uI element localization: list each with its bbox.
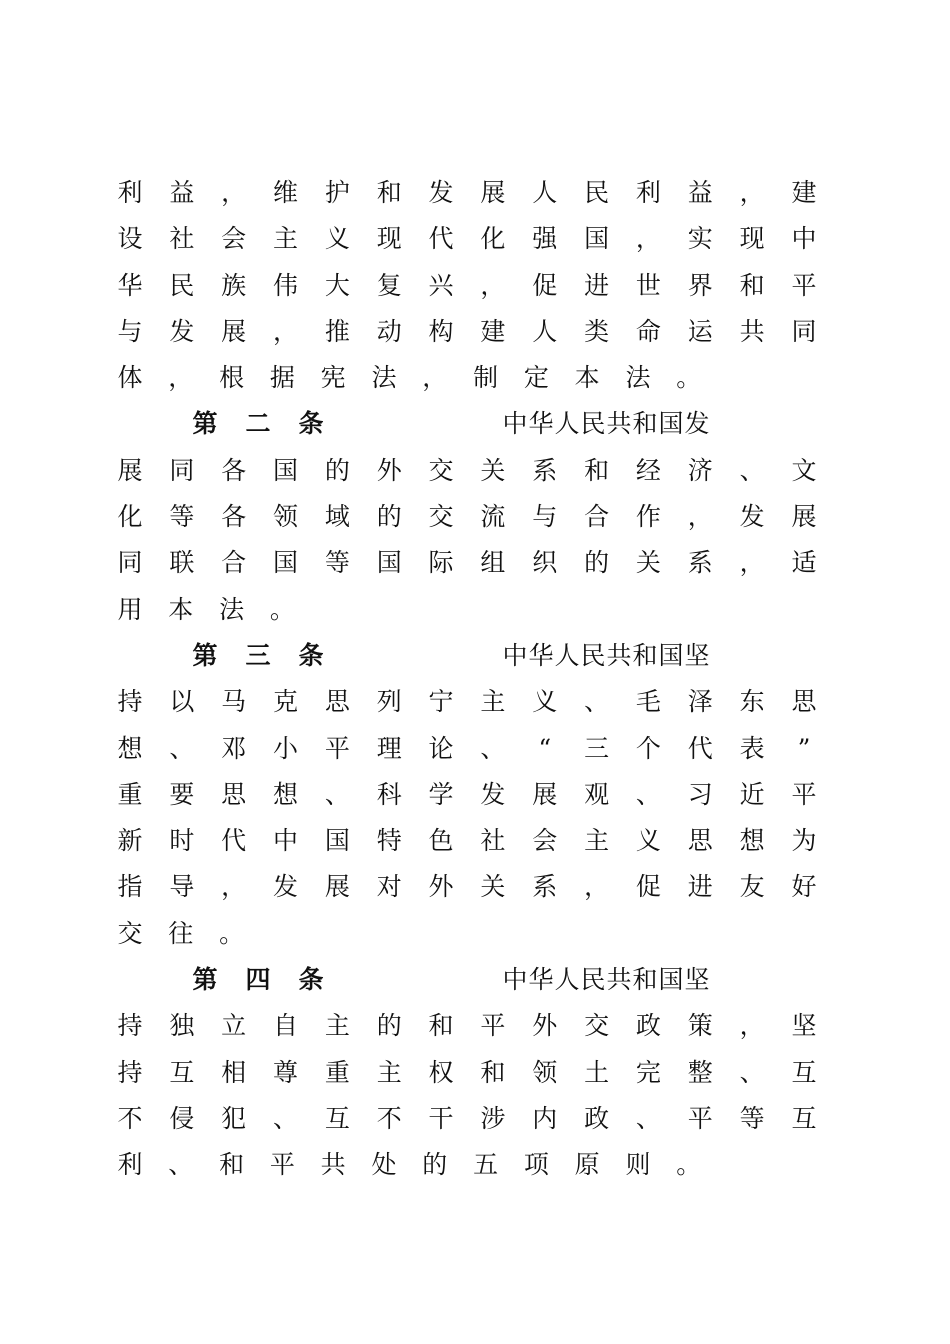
text-line: 用 本 法 。 xyxy=(117,594,295,624)
article-line xyxy=(117,957,817,1003)
article-text: 中华人民共和国发 xyxy=(502,409,710,439)
text-line: 新 时 代 中 国 特 色 社 会 主 义 思 想 为 xyxy=(117,826,817,856)
text-line: 利 益 ， 维 护 和 发 展 人 民 利 益 ， 建 xyxy=(117,178,817,207)
article-number: 第 二 条 xyxy=(192,409,324,439)
text-line: 持 以 马 克 思 列 宁 主 义 、 毛 泽 东 思 xyxy=(117,687,817,717)
text-line: 利 、 和 平 共 处 的 五 项 原 则 。 xyxy=(117,1150,702,1180)
text-line: 交 往 。 xyxy=(117,918,245,948)
text-line: 指 导 ， 发 展 对 外 关 系 ， 促 进 友 好 xyxy=(117,872,817,902)
text-line: 同 联 合 国 等 国 际 组 织 的 关 系 ， 适 xyxy=(117,548,817,578)
law-text-block xyxy=(117,170,817,1189)
text-line: 展 同 各 国 的 外 交 关 系 和 经 济 、 文 xyxy=(117,455,817,485)
article-text: 中华人民共和国坚 xyxy=(502,965,710,995)
text-line: 持 独 立 自 主 的 和 平 外 交 政 策 ， 坚 xyxy=(117,1011,817,1041)
text-line: 设 社 会 主 义 现 代 化 强 国 ， 实 现 中 xyxy=(117,224,817,254)
text-line: 持 互 相 尊 重 主 权 和 领 土 完 整 、 互 xyxy=(117,1057,817,1087)
text-line: 不 侵 犯 、 互 不 干 涉 内 政 、 平 等 互 xyxy=(117,1103,817,1133)
article-number: 第 四 条 xyxy=(192,965,324,995)
article-number: 第 三 条 xyxy=(192,640,324,670)
article-line xyxy=(117,633,817,679)
article-text: 中华人民共和国坚 xyxy=(502,640,710,670)
text-line: 重 要 思 想 、 科 学 发 展 观 、 习 近 平 xyxy=(117,779,817,809)
article-line xyxy=(117,401,817,447)
text-line: 体 ， 根 据 宪 法 ， 制 定 本 法 。 xyxy=(117,363,702,393)
text-line: 化 等 各 领 域 的 交 流 与 合 作 ， 发 展 xyxy=(117,502,817,532)
text-line: 华 民 族 伟 大 复 兴 ， 促 进 世 界 和 平 xyxy=(117,270,817,300)
text-line: 与 发 展 ， 推 动 构 建 人 类 命 运 共 同 xyxy=(117,316,817,346)
text-line: 想 、 邓 小 平 理 论 、 “ 三 个 代 表 ” xyxy=(117,733,811,763)
